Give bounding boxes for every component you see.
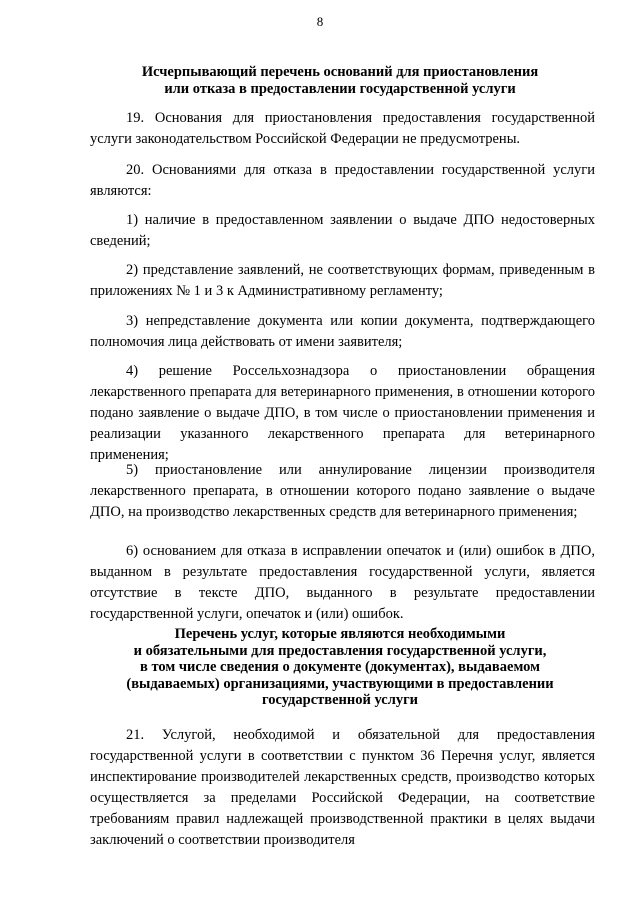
section-heading-required-services (95, 626, 585, 709)
paragraph-21: 21. Услугой, необходимой и обязательной для предоставления государственной услуги в соответствии с пунктом 36 Перечня услуг, является инспектирование производителей лекарственных средств, производство которых осуществляется за пределами Российской Федерации, на соответствие требованиям правил надлежащей производственной практики в целях выдачи заключений о соответствии производителя (90, 727, 595, 848)
paragraph-19: 19. Основания для приостановления предоставления государственной услуги законодательством Российской Федерации не предусмотрены. (90, 110, 595, 147)
heading-line: государственной услуги (261, 692, 419, 708)
refusal-ground-5: 5) приостановление или аннулирование лицензии производителя лекарственного препарата, в отношении которого подано заявление о выдаче ДПО, на производство лекарственных средств для ветеринарного применения; (90, 462, 595, 520)
paragraph-20: 20. Основаниями для отказа в предоставлении государственной услуги являются: (90, 162, 595, 199)
heading-line: и обязательными для предоставления государственной услуги, (133, 642, 547, 659)
heading-line: (выдаваемых) организациями, участвующими в предоставлении (126, 675, 554, 692)
heading-line: Исчерпывающий перечень оснований для приостановления (141, 64, 539, 80)
refusal-ground-2: 2) представление заявлений, не соответствующих формам, приведенным в приложениях № 1 и 3 к Административному регламенту; (90, 262, 595, 299)
refusal-ground-4: 4) решение Россельхознадзора о приостановлении обращения лекарственного препарата для ветеринарного применения, в отношении которого подано заявление о выдаче ДПО, в том числе о приостановлении применения и реализации указанного лекарственного препарата для ветеринарного применения; (90, 363, 595, 463)
refusal-ground-6: 6) основанием для отказа в исправлении опечаток и (или) ошибок в ДПО, выданном в результате предоставления государственной услуги, является отсутствие в тексте ДПО, выданного в результате предоставлении государственной услуги, опечаток и (или) ошибок. (90, 543, 595, 622)
heading-line: Перечень услуг, которые являются необходимыми (174, 626, 506, 642)
refusal-ground-1: 1) наличие в предоставленном заявлении о выдаче ДПО недостоверных сведений; (90, 212, 595, 249)
refusal-ground-3: 3) непредставление документа или копии документа, подтверждающего полномочия лица действовать от имени заявителя; (90, 313, 595, 350)
section-heading-suspension-refusal (115, 64, 565, 97)
page-number: 8 (316, 14, 324, 29)
heading-line: или отказа в предоставлении государственной услуги (164, 80, 516, 97)
heading-line: в том числе сведения о документе (документах), выдаваемом (140, 659, 540, 675)
